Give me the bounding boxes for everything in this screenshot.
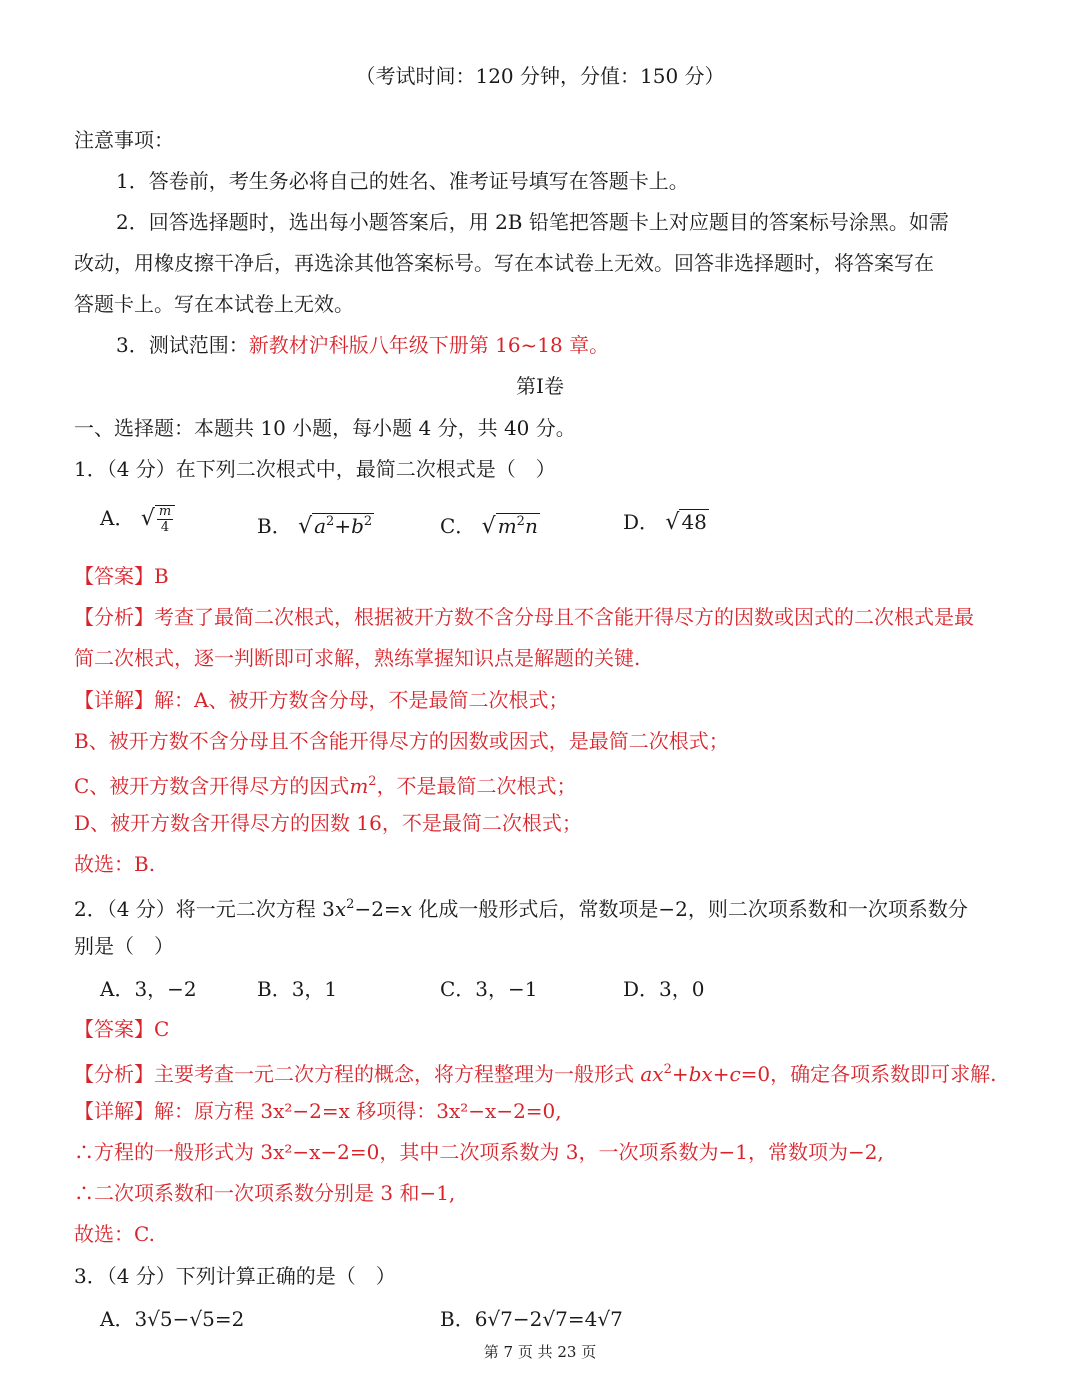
note-item-3-prefix: 3．测试范围： (116, 333, 249, 357)
q2-choose: 故选：C. (74, 1222, 155, 1246)
q2-detail-line-2: ∴方程的一般形式为 3x²−x−2=0，其中二次项系数为 3，一次项系数为−1，常数项为−2, (74, 1140, 884, 1164)
fraction-denominator: 4 (160, 520, 170, 535)
var-x: x (400, 897, 412, 921)
q2-stem-line-1 (74, 891, 968, 923)
q1-answer: 【答案】B (74, 564, 169, 588)
q2-option-d: D．3，0 (623, 977, 705, 1001)
var-m: m (349, 774, 369, 798)
exp: 2 (326, 514, 335, 529)
q2-analysis-text: 【分析】主要考查一元二次方程的概念，将方程整理为一般形式 (74, 1062, 641, 1086)
plus: + (334, 514, 352, 538)
q1-detail-line-2: B、被开方数不含分母且不含能开得尽方的因数或因式，是最简二次根式； (74, 729, 729, 753)
plus: + (671, 1062, 689, 1086)
q1-option-b: B． √ $a^2+b^2$ (257, 514, 373, 539)
fraction-numerator: m (158, 504, 172, 519)
sqrt-fraction: √ $\frac{m}{4}$ (141, 504, 175, 535)
section-title: 第Ⅰ卷 (516, 374, 564, 398)
q1-option-b-label: B． (257, 514, 292, 538)
q3-option-b (440, 1305, 623, 1333)
q1-option-a-label: A． (100, 506, 135, 530)
q3-stem: 3．（4 分）下列计算正确的是（ ） (74, 1264, 396, 1288)
q1-analysis-line-1: 【分析】考查了最简二次根式，根据被开方数不含分母且不含能开得尽方的因数或因式的二次根式是最 (74, 605, 974, 629)
q2-stem-text: −2= (354, 897, 401, 921)
q2-detail-line-1: 【详解】解：原方程 3x²−2=x 移项得：3x²−x−2=0, (74, 1099, 562, 1123)
term-ax: ax (640, 1062, 664, 1086)
q2-stem-line-2: 别是（ ） (74, 934, 174, 958)
page-footer: 第 7 页 共 23 页 (483, 1343, 597, 1361)
q2-detail-line-3: ∴二次项系数和一次项系数分别是 3 和−1, (74, 1181, 456, 1205)
note-item-2-line-3: 答题卡上。写在本试卷上无效。 (74, 292, 354, 316)
var-x: x (334, 897, 347, 921)
notes-title: 注意事项： (74, 128, 174, 152)
q2-option-a: A．3，−2 (100, 977, 197, 1001)
note-item-2-line-1: 2．回答选择题时，选出每小题答案后，用 2B 铅笔把答题卡上对应题目的答案标号涂黑。如需 (116, 210, 949, 234)
q1-analysis-line-2: 简二次根式，逐一判断即可求解，熟练掌握知识点是解题的关键. (74, 646, 641, 670)
exp: 2 (363, 514, 373, 529)
q1-detail-line-3 (74, 768, 577, 800)
q3-option-b-label: B． (440, 1307, 475, 1331)
q1-option-d: D． √ 48 (623, 510, 707, 535)
q1-option-c: C． √ $m^2n$ (440, 514, 538, 539)
var-b: b (351, 514, 364, 538)
q1-detail-line-3-text: C、被开方数含开得尽方的因式 (74, 774, 350, 798)
q3-option-b-expr: 6√7−2√7=4√7 (474, 1307, 623, 1331)
exp: 2 (663, 1062, 672, 1077)
var-a: a (314, 514, 327, 538)
q1-detail-line-3-tail: ，不是最简二次根式； (376, 774, 577, 798)
sqrt-value: 48 (681, 510, 707, 534)
q2-stem-text: 2．（4 分）将一元二次方程 3 (74, 897, 335, 921)
q1-choose: 故选：B. (74, 852, 156, 876)
q1-detail-line-1: 【详解】解：A、被开方数含分母，不是最简二次根式； (74, 688, 569, 712)
q1-detail-line-4: D、被开方数含开得尽方的因数 16，不是最简二次根式； (74, 811, 582, 835)
exp: 2 (516, 514, 525, 529)
q2-option-b: B．3，1 (257, 977, 338, 1001)
q1-option-c-label: C． (440, 514, 476, 538)
q1-stem: 1．（4 分）在下列二次根式中，最简二次根式是（ ） (74, 457, 556, 481)
q2-option-c: C．3，−1 (440, 977, 538, 1001)
plus: + (712, 1062, 730, 1086)
exp: 2 (346, 897, 355, 912)
q2-analysis-tail: =0，确定各项系数即可求解. (740, 1062, 997, 1086)
var-m: m (497, 514, 517, 538)
note-item-3 (116, 331, 609, 359)
q2-analysis (74, 1056, 997, 1088)
part1-title: 一、选择题：本题共 10 小题，每小题 4 分，共 40 分。 (74, 416, 576, 440)
q2-stem-text: 化成一般形式后，常数项是−2，则二次项系数和一次项系数分 (411, 897, 968, 921)
test-scope: 新教材沪科版八年级下册第 16~18 章。 (248, 333, 610, 357)
exp: 2 (368, 774, 377, 789)
term-c: c (729, 1062, 741, 1086)
note-item-1: 1．答卷前，考生务必将自己的姓名、准考证号填写在答题卡上。 (116, 169, 689, 193)
note-item-2-line-2: 改动，用橡皮擦干净后，再选涂其他答案标号。写在本试卷上无效。回答非选择题时，将答案写在 (74, 251, 934, 275)
q3-option-a-expr: 3√5−√5=2 (134, 1307, 245, 1331)
q3-option-a (100, 1305, 244, 1333)
q3-option-a-label: A． (100, 1307, 135, 1331)
var-n: n (524, 514, 538, 538)
exam-info: （考试时间：120 分钟，分值：150 分） (355, 64, 725, 88)
q2-answer: 【答案】C (74, 1017, 170, 1041)
q1-option-a (100, 504, 175, 535)
q1-option-d-label: D． (623, 510, 660, 534)
term-bx: bx (688, 1062, 713, 1086)
